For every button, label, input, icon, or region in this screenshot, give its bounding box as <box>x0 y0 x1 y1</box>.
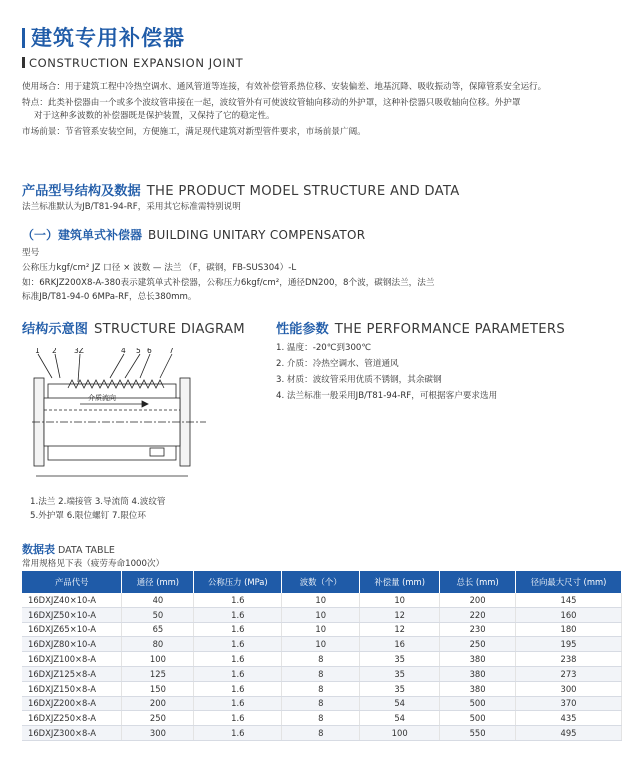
table-cell: 1.6 <box>194 681 282 696</box>
table-cell: 35 <box>360 652 440 667</box>
table-cell: 54 <box>360 696 440 711</box>
table-cell: 150 <box>122 681 194 696</box>
model-section-title-en: THE PRODUCT MODEL STRUCTURE AND DATA <box>146 184 460 199</box>
page-subtitle-text: CONSTRUCTION EXPANSION JOINT <box>29 56 244 70</box>
performance-title-zh: 性能参数 <box>276 322 329 337</box>
table-row <box>22 593 622 607</box>
callout-line-3 <box>78 354 80 382</box>
table-cell: 100 <box>122 652 194 667</box>
table-cell: 380 <box>440 652 516 667</box>
table-row <box>22 711 622 726</box>
table-cell: 180 <box>516 622 622 637</box>
table-header-cell: 产品代号 <box>22 571 122 593</box>
table-cell: 230 <box>440 622 516 637</box>
structure-legend-line1: 1.法兰 2.端接管 3.导流筒 4.波纹管 <box>30 497 166 507</box>
table-cell: 16DXJZ50×10-A <box>22 607 122 622</box>
callout-3: 3Z <box>74 348 84 355</box>
title-accent-bar <box>22 28 25 48</box>
table-cell: 1.6 <box>194 637 282 652</box>
table-header-cell: 波数（个） <box>282 571 360 593</box>
table-cell: 8 <box>282 726 360 741</box>
table-cell: 200 <box>440 593 516 607</box>
table-cell: 16DXJZ200×8-A <box>22 696 122 711</box>
table-row <box>22 622 622 637</box>
table-cell: 145 <box>516 593 622 607</box>
performance-item: 2. 介质：冷热空调水、管道通风 <box>276 359 399 369</box>
table-cell: 500 <box>440 696 516 711</box>
table-cell: 160 <box>516 607 622 622</box>
table-cell: 1.6 <box>194 726 282 741</box>
table-cell: 1.6 <box>194 622 282 637</box>
callout-1: 1 <box>35 348 40 355</box>
page-title <box>22 22 185 52</box>
performance-heading <box>276 318 565 337</box>
table-cell: 1.6 <box>194 666 282 681</box>
table-cell: 300 <box>516 681 622 696</box>
table-cell: 16DXJZ125×8-A <box>22 666 122 681</box>
callout-line-6 <box>140 354 150 378</box>
table-cell: 380 <box>440 681 516 696</box>
table-cell: 12 <box>360 622 440 637</box>
table-row <box>22 652 622 667</box>
table-cell: 1.6 <box>194 652 282 667</box>
table-cell: 40 <box>122 593 194 607</box>
table-cell: 100 <box>360 726 440 741</box>
table-cell: 35 <box>360 666 440 681</box>
table-cell: 16DXJZ250×8-A <box>22 711 122 726</box>
structure-title-en: STRUCTURE DIAGRAM <box>93 322 245 337</box>
model-section-title-zh: 产品型号结构及数据 <box>22 184 141 199</box>
table-header-cell: 公称压力 (MPa) <box>194 571 282 593</box>
model-section-heading <box>22 180 460 199</box>
table-cell: 220 <box>440 607 516 622</box>
table-body <box>22 593 622 740</box>
table-cell: 380 <box>440 666 516 681</box>
table-cell: 12 <box>360 607 440 622</box>
table-cell: 200 <box>122 696 194 711</box>
callout-line-2 <box>55 354 60 378</box>
table-cell: 495 <box>516 726 622 741</box>
performance-item: 3. 材质：波纹管采用优质不锈钢，其余碳钢 <box>276 375 442 385</box>
unitary-compensator-heading <box>22 226 365 243</box>
performance-list <box>276 340 497 404</box>
callout-5: 5 <box>136 348 141 355</box>
table-row <box>22 681 622 696</box>
table-cell: 16 <box>360 637 440 652</box>
table-row <box>22 637 622 652</box>
model-example-line1: 如：6RKJZ200X8-A-380表示建筑单式补偿器，公称压力6kgf/cm²，通径DN200，8个波，碳钢法兰，法兰 <box>22 278 435 288</box>
table-cell: 35 <box>360 681 440 696</box>
intro-feature-line2: 对于这种多波数的补偿器既是保护装置，又保持了它的稳定性。 <box>34 111 275 121</box>
table-cell: 10 <box>282 593 360 607</box>
table-cell: 1.6 <box>194 711 282 726</box>
table-cell: 550 <box>440 726 516 741</box>
intro-feature-line1: 特点：此类补偿器由一个或多个波纹管串接在一起，波纹管外有可使波纹管轴向移动的外护罩，这种补偿器只吸收轴向位移。外护罩 <box>22 98 521 108</box>
page-subtitle <box>22 56 243 70</box>
table-cell: 1.6 <box>194 607 282 622</box>
table-cell: 8 <box>282 681 360 696</box>
table-cell: 65 <box>122 622 194 637</box>
type-label: 型号 <box>22 248 40 258</box>
table-cell: 300 <box>122 726 194 741</box>
table-header-row <box>22 571 622 593</box>
table-cell: 8 <box>282 696 360 711</box>
data-table-title-zh: 数据表 <box>22 543 55 556</box>
table-cell: 10 <box>282 607 360 622</box>
model-example-line2: 标准JB/T81-94-0 6MPa-RF，总长380mm。 <box>22 292 197 302</box>
table-cell: 54 <box>360 711 440 726</box>
compensator-structure-diagram <box>30 348 210 488</box>
table-cell: 10 <box>282 637 360 652</box>
table-cell: 16DXJZ300×8-A <box>22 726 122 741</box>
table-cell: 125 <box>122 666 194 681</box>
spec-table <box>22 571 622 741</box>
table-cell: 1.6 <box>194 593 282 607</box>
structure-title-zh: 结构示意图 <box>22 322 88 337</box>
structure-heading <box>22 318 245 337</box>
table-cell: 8 <box>282 666 360 681</box>
table-row <box>22 666 622 681</box>
table-header-cell: 径向最大尺寸 (mm) <box>516 571 622 593</box>
table-cell: 1.6 <box>194 696 282 711</box>
table-cell: 16DXJZ100×8-A <box>22 652 122 667</box>
structure-legend-line2: 5.外护罩 6.限位螺钉 7.限位环 <box>30 511 146 521</box>
performance-item: 4. 法兰标准一般采用JB/T81-94-RF，可根据客户要求选用 <box>276 391 498 401</box>
unitary-title-en: BUILDING UNITARY COMPENSATOR <box>148 228 366 242</box>
callout-line-1 <box>38 354 52 378</box>
unitary-title-zh: （一）建筑单式补偿器 <box>22 228 143 242</box>
table-row <box>22 696 622 711</box>
flange-note: 法兰标准默认为JB/T81-94-RF，采用其它标准需特别说明 <box>22 202 241 212</box>
table-cell: 8 <box>282 652 360 667</box>
table-cell: 250 <box>122 711 194 726</box>
page-title-text: 建筑专用补偿器 <box>31 26 185 50</box>
intro-market: 市场前景：节省管系安装空间，方便施工，满足现代建筑对新型管件要求，市场前景广阔。 <box>22 127 366 137</box>
performance-item: 1. 温度：-20℃到300℃ <box>276 343 372 353</box>
table-cell: 238 <box>516 652 622 667</box>
limit-screw <box>150 448 164 456</box>
table-cell: 10 <box>360 593 440 607</box>
callout-2: 2 <box>52 348 57 355</box>
table-row <box>22 726 622 741</box>
model-formula: 公称压力kgf/cm² JZ 口径 × 波数 — 法兰 （F，碳钢，FB-SUS304）-L <box>22 263 297 273</box>
table-cell: 273 <box>516 666 622 681</box>
flow-direction-label: 介质流向 <box>88 394 116 402</box>
table-cell: 16DXJZ40×10-A <box>22 593 122 607</box>
performance-title-en: THE PERFORMANCE PARAMETERS <box>334 322 566 337</box>
callout-line-5 <box>125 354 140 378</box>
table-header-cell: 通径 (mm) <box>122 571 194 593</box>
table-cell: 16DXJZ150×8-A <box>22 681 122 696</box>
table-row <box>22 607 622 622</box>
table-cell: 8 <box>282 711 360 726</box>
table-cell: 250 <box>440 637 516 652</box>
table-header-cell: 补偿量 (mm) <box>360 571 440 593</box>
table-cell: 80 <box>122 637 194 652</box>
table-cell: 16DXJZ80×10-A <box>22 637 122 652</box>
table-cell: 195 <box>516 637 622 652</box>
table-cell: 50 <box>122 607 194 622</box>
table-cell: 16DXJZ65×10-A <box>22 622 122 637</box>
data-table-title-en: DATA TABLE <box>58 545 115 556</box>
callout-line-7 <box>160 354 172 378</box>
callout-7: 7 <box>169 348 174 355</box>
table-header-cell: 总长 (mm) <box>440 571 516 593</box>
callout-line-4 <box>110 354 124 378</box>
callout-6: 6 <box>147 348 152 355</box>
table-cell: 10 <box>282 622 360 637</box>
table-cell: 500 <box>440 711 516 726</box>
table-cell: 370 <box>516 696 622 711</box>
callout-4: 4 <box>121 348 126 355</box>
table-cell: 435 <box>516 711 622 726</box>
intro-use: 使用场合：用于建筑工程中冷热空调水、通风管道等连接，有效补偿管系热位移、安装偏差、地基沉降、吸收振动等，保障管系安全运行。 <box>22 82 547 92</box>
data-table-note: 常用规格见下表（疲劳寿命1000次） <box>22 559 165 569</box>
data-table-heading <box>22 541 115 557</box>
subtitle-accent-bar <box>22 57 25 68</box>
